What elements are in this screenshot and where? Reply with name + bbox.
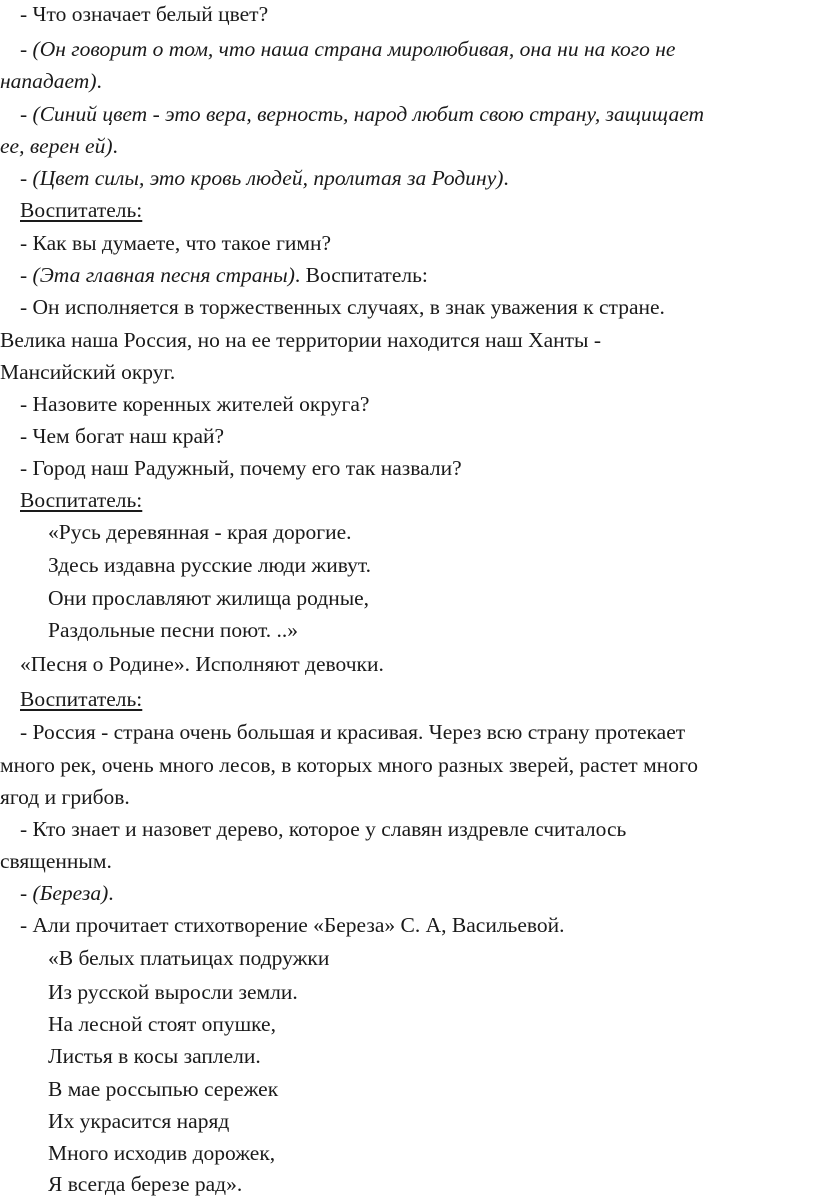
text-line: Мансийский округ.: [0, 360, 176, 384]
text-line: - Город наш Радужный, почему его так назвали?: [20, 456, 462, 480]
text-line: - Россия - страна очень большая и красивая. Через всю страну протекает: [20, 720, 686, 744]
text-line: - Али прочитает стихотворение «Береза» С. А, Васильевой.: [20, 913, 565, 937]
poem-line: Листья в косы заплели.: [48, 1044, 261, 1068]
text-line: - Чем богат наш край?: [20, 424, 225, 448]
poem-line: На лесной стоят опушке,: [48, 1012, 276, 1036]
text-line: - (Он говорит о том, что наша страна миролюбивая, она ни на кого не: [20, 37, 676, 61]
poem-line: «Русь деревянная - края дорогие.: [48, 520, 352, 544]
poem-line: Раздольные песни поют. ..»: [48, 618, 298, 642]
text-line: нападает).: [0, 69, 102, 93]
poem-line: Из русской выросли земли.: [48, 980, 298, 1004]
text-line: много рек, очень много лесов, в которых много разных зверей, растет много: [0, 753, 698, 777]
poem-line: Много исходив дорожек,: [48, 1141, 276, 1165]
text-line: - (Синий цвет - это вера, верность, народ любит свою страну, защищает: [20, 102, 705, 126]
text-line: - (Цвет силы, это кровь людей, пролитая за Родину).: [20, 166, 509, 190]
text-line: - (Береза).: [20, 881, 114, 905]
text-line: - (Эта главная песня страны). Воспитатель:: [20, 263, 428, 287]
section-heading: Воспитатель:: [20, 198, 143, 222]
poem-line: «В белых платьицах подружки: [48, 946, 330, 970]
text-line: - Он исполняется в торжественных случаях, в знак уважения к стране.: [20, 295, 665, 319]
poem-line: Их украсится наряд: [48, 1109, 230, 1133]
section-heading: Воспитатель:: [20, 687, 143, 711]
poem-line: В мае россыпью сережек: [48, 1077, 279, 1101]
poem-line: Я всегда березе рад».: [48, 1172, 243, 1196]
poem-line: Они прославляют жилища родные,: [48, 586, 370, 610]
poem-line: Здесь издавна русские люди живут.: [48, 553, 372, 577]
text-line: ее, верен ей).: [0, 134, 118, 158]
text-line: священным.: [0, 849, 112, 873]
text-line: - Назовите коренных жителей округа?: [20, 392, 370, 416]
text-line: «Песня о Родине». Исполняют девочки.: [20, 652, 384, 676]
section-heading: Воспитатель:: [20, 488, 143, 512]
text-line: ягод и грибов.: [0, 785, 130, 809]
text-line: - Кто знает и назовет дерево, которое у славян издревле считалось: [20, 817, 627, 841]
text-line: - Как вы думаете, что такое гимн?: [20, 231, 332, 255]
text-line: Велика наша Россия, но на ее территории находится наш Ханты -: [0, 328, 602, 352]
text-line: - Что означает белый цвет?: [20, 2, 269, 26]
